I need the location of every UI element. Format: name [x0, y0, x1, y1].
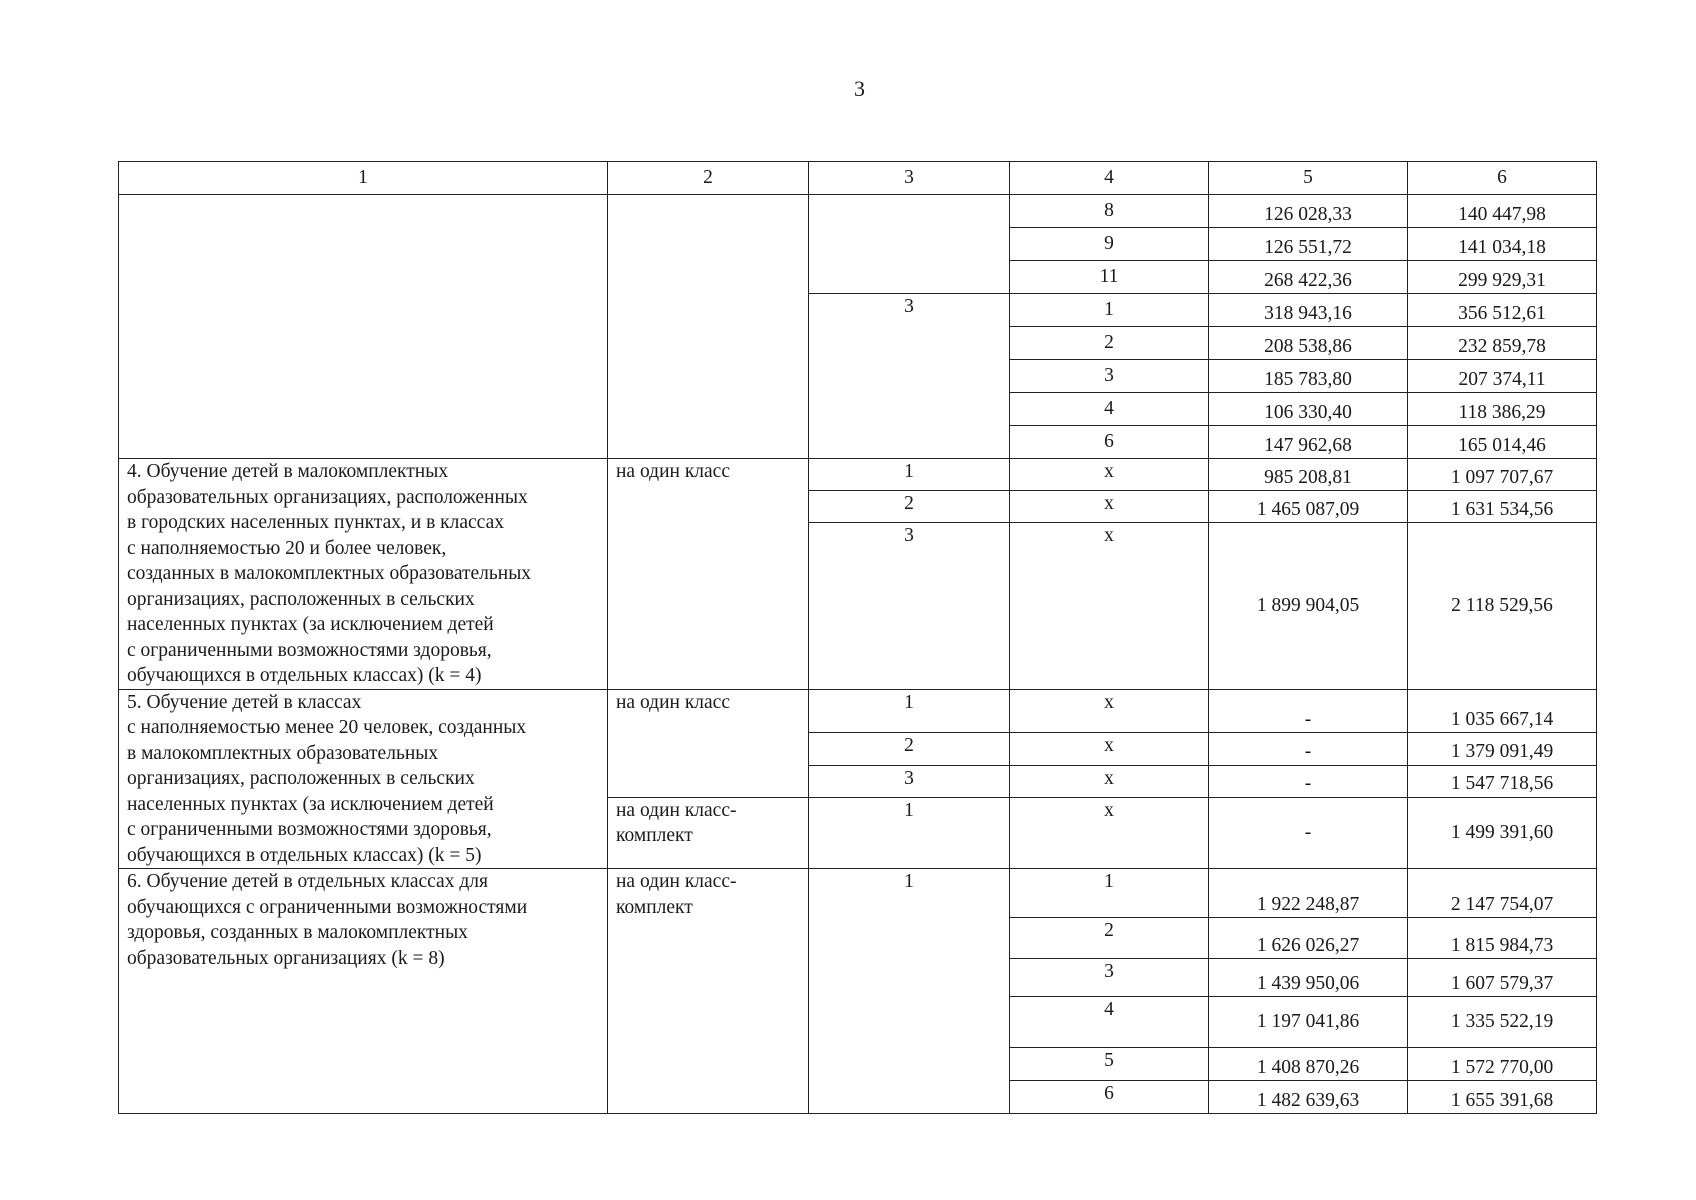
cell-c4: 11 [1010, 261, 1209, 294]
table-row [119, 689, 1597, 733]
cell-c5: 318 943,16 [1209, 294, 1408, 327]
column-header-3: 3 [809, 162, 1010, 195]
cell-c6: 141 034,18 [1408, 228, 1597, 261]
cell-c3: 1 [809, 869, 1010, 1114]
cell-c6: 1 631 534,56 [1408, 491, 1597, 523]
cell-c4: 6 [1010, 1081, 1209, 1114]
cell-c6: 1 572 770,00 [1408, 1048, 1597, 1081]
cell-c6: 207 374,11 [1408, 360, 1597, 393]
section-6-description: 6. Обучение детей в отдельных классах для обучающихся с ограниченными возможностями здоровья, созданных в малокомплектных образовательных организациях (k = 8) [119, 869, 608, 1114]
cell-c3: 3 [809, 523, 1010, 689]
cell-c3: 1 [809, 797, 1010, 868]
cell-c6: 1 655 391,68 [1408, 1081, 1597, 1114]
column-header-4: 4 [1010, 162, 1209, 195]
cell-c4: 4 [1010, 997, 1209, 1048]
cell-c4: х [1010, 523, 1209, 689]
cell-c6: 356 512,61 [1408, 294, 1597, 327]
cell-c5: 1 465 087,09 [1209, 491, 1408, 523]
cell-c4: х [1010, 765, 1209, 797]
cell-c6: 165 014,46 [1408, 426, 1597, 459]
cell-c4: 2 [1010, 327, 1209, 360]
cell-c4: х [1010, 459, 1209, 491]
cell-c5: 1 899 904,05 [1209, 523, 1408, 689]
cell-c6: 1 097 707,67 [1408, 459, 1597, 491]
cell-c4: 1 [1010, 294, 1209, 327]
section-5-description: 5. Обучение детей в классах с наполняемостью менее 20 человек, созданных в малокомплектных образовательных организациях, расположенных в сельских населенных пунктах (за исключением детей с ограниченными возможностями здоровья, обучающихся в отдельных классах) (k = 5) [119, 689, 608, 869]
cell-c4: х [1010, 689, 1209, 733]
cell-c5: 208 538,86 [1209, 327, 1408, 360]
cell-c3: 1 [809, 459, 1010, 491]
header-row [119, 162, 1597, 195]
cell-c4: 5 [1010, 1048, 1209, 1081]
page-number: 3 [854, 76, 865, 101]
cell-c6: 1 815 984,73 [1408, 918, 1597, 959]
cell-c4: 3 [1010, 360, 1209, 393]
cell-c5: 1 482 639,63 [1209, 1081, 1408, 1114]
cell-c5: 126 028,33 [1209, 195, 1408, 228]
cell-c6: 1 035 667,14 [1408, 689, 1597, 733]
cell-c6: 1 335 522,19 [1408, 997, 1597, 1048]
cell-c6: 299 929,31 [1408, 261, 1597, 294]
cell-c4: 1 [1010, 869, 1209, 918]
cost-table [118, 161, 1597, 1114]
cell-c5: 268 422,36 [1209, 261, 1408, 294]
table-row [119, 195, 1597, 228]
cell-c4: х [1010, 491, 1209, 523]
column-header-5: 5 [1209, 162, 1408, 195]
cell-c5: 1 408 870,26 [1209, 1048, 1408, 1081]
section-6-unit: на один класс- комплект [608, 869, 809, 1114]
cell-c6: 1 379 091,49 [1408, 733, 1597, 765]
cell-c4: 4 [1010, 393, 1209, 426]
cell-c6: 1 499 391,60 [1408, 797, 1597, 868]
cell-c6: 118 386,29 [1408, 393, 1597, 426]
column-header-6: 6 [1408, 162, 1597, 195]
cell-c6: 1 607 579,37 [1408, 959, 1597, 997]
section-4-description: 4. Обучение детей в малокомплектных образовательных организациях, расположенных в городских населенных пунктах, и в классах с наполняемостью 20 и более человек, созданных в малокомплектных образовательных организациях, расположенных в сельских населенных пунктах (за исключением детей с ограниченными возможностями здоровья, обучающихся в отдельных классах) (k = 4) [119, 459, 608, 690]
cell-c4: 9 [1010, 228, 1209, 261]
cell-c4: 6 [1010, 426, 1209, 459]
cell-c4: 3 [1010, 959, 1209, 997]
cell-c5: - [1209, 765, 1408, 797]
cell-c6: 2 118 529,56 [1408, 523, 1597, 689]
cell-c5: 147 962,68 [1209, 426, 1408, 459]
table-row [119, 869, 1597, 918]
cell-c6: 232 859,78 [1408, 327, 1597, 360]
cell-c6: 2 147 754,07 [1408, 869, 1597, 918]
section-4-unit: на один класс [608, 459, 809, 690]
cell-c4: 8 [1010, 195, 1209, 228]
cell-c5: 106 330,40 [1209, 393, 1408, 426]
cell-c5: 1 922 248,87 [1209, 869, 1408, 918]
continuation-level-cell [809, 195, 1010, 294]
cell-c3: 3 [809, 294, 1010, 459]
cell-c5: - [1209, 797, 1408, 868]
cell-c5: 1 439 950,06 [1209, 959, 1408, 997]
cell-c4: х [1010, 797, 1209, 868]
continuation-description-cell [119, 195, 608, 459]
table-row [119, 459, 1597, 491]
cell-c4: х [1010, 733, 1209, 765]
section-5-unit-class: на один класс [608, 689, 809, 797]
section-5-unit-class-set: на один класс- комплект [608, 797, 809, 868]
cell-c6: 1 547 718,56 [1408, 765, 1597, 797]
continuation-unit-cell [608, 195, 809, 459]
cell-c5: 126 551,72 [1209, 228, 1408, 261]
cell-c5: - [1209, 733, 1408, 765]
cell-c3: 3 [809, 765, 1010, 797]
cell-c5: 185 783,80 [1209, 360, 1408, 393]
cell-c5: 985 208,81 [1209, 459, 1408, 491]
cell-c5: 1 626 026,27 [1209, 918, 1408, 959]
cell-c3: 2 [809, 733, 1010, 765]
cell-c4: 2 [1010, 918, 1209, 959]
cell-c3: 2 [809, 491, 1010, 523]
cell-c5: - [1209, 689, 1408, 733]
column-header-2: 2 [608, 162, 809, 195]
cell-c5: 1 197 041,86 [1209, 997, 1408, 1048]
cell-c3: 1 [809, 689, 1010, 733]
column-header-1: 1 [119, 162, 608, 195]
cell-c6: 140 447,98 [1408, 195, 1597, 228]
